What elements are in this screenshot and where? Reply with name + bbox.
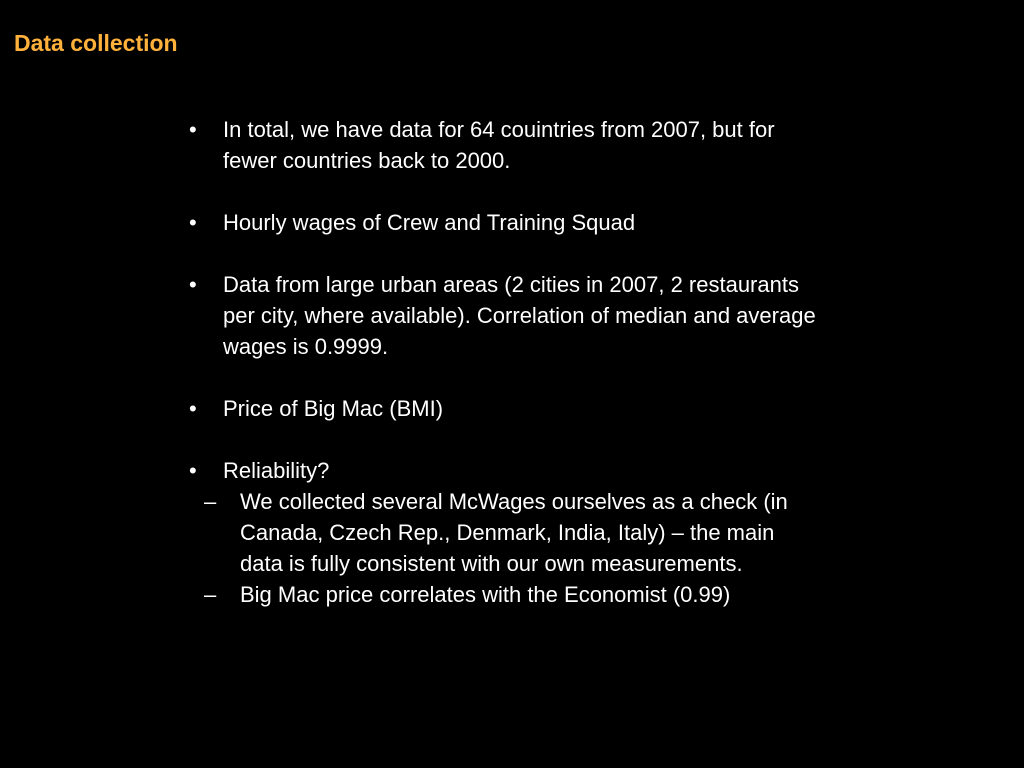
sub-item-mcwages-check: [187, 486, 791, 579]
bullet-list: [187, 114, 827, 610]
sub-item-text: Big Mac price correlates with the Economist (0.99): [240, 582, 731, 607]
bullet-item-hourly-wages: [187, 207, 827, 238]
sub-bullet-list: [187, 486, 791, 610]
bullet-text: Data from large urban areas (2 cities in 2007, 2 restaurants per city, where available). Correlation of median and average wages is 0.9999.: [223, 272, 816, 359]
bullet-marker: •: [189, 396, 197, 421]
bullet-marker: •: [189, 272, 197, 297]
bullet-marker: •: [189, 210, 197, 235]
bullet-text: In total, we have data for 64 couintries from 2007, but for fewer countries back to 2000.: [223, 117, 775, 173]
bullet-text: Price of Big Mac (BMI): [223, 396, 444, 421]
dash-marker: –: [204, 582, 217, 607]
bullet-marker: •: [189, 117, 197, 142]
bullet-item-coverage: [187, 114, 827, 176]
bullet-item-big-mac-price: [187, 393, 827, 424]
bullet-item-reliability: [187, 455, 827, 610]
bullet-text: Reliability?: [223, 458, 330, 483]
dash-marker: –: [204, 489, 217, 514]
sub-item-text: We collected several McWages ourselves as a check (in Canada, Czech Rep., Denmark, India, Italy) – the main data is fully consistent with our own measurements.: [240, 489, 788, 576]
bullet-item-urban-areas: [187, 269, 827, 362]
slide-title: Data collection: [14, 30, 178, 56]
sub-item-economist-correlation: [187, 579, 791, 610]
bullet-text: Hourly wages of Crew and Training Squad: [223, 210, 636, 235]
slide-content: [187, 114, 827, 610]
bullet-marker: •: [189, 458, 197, 483]
